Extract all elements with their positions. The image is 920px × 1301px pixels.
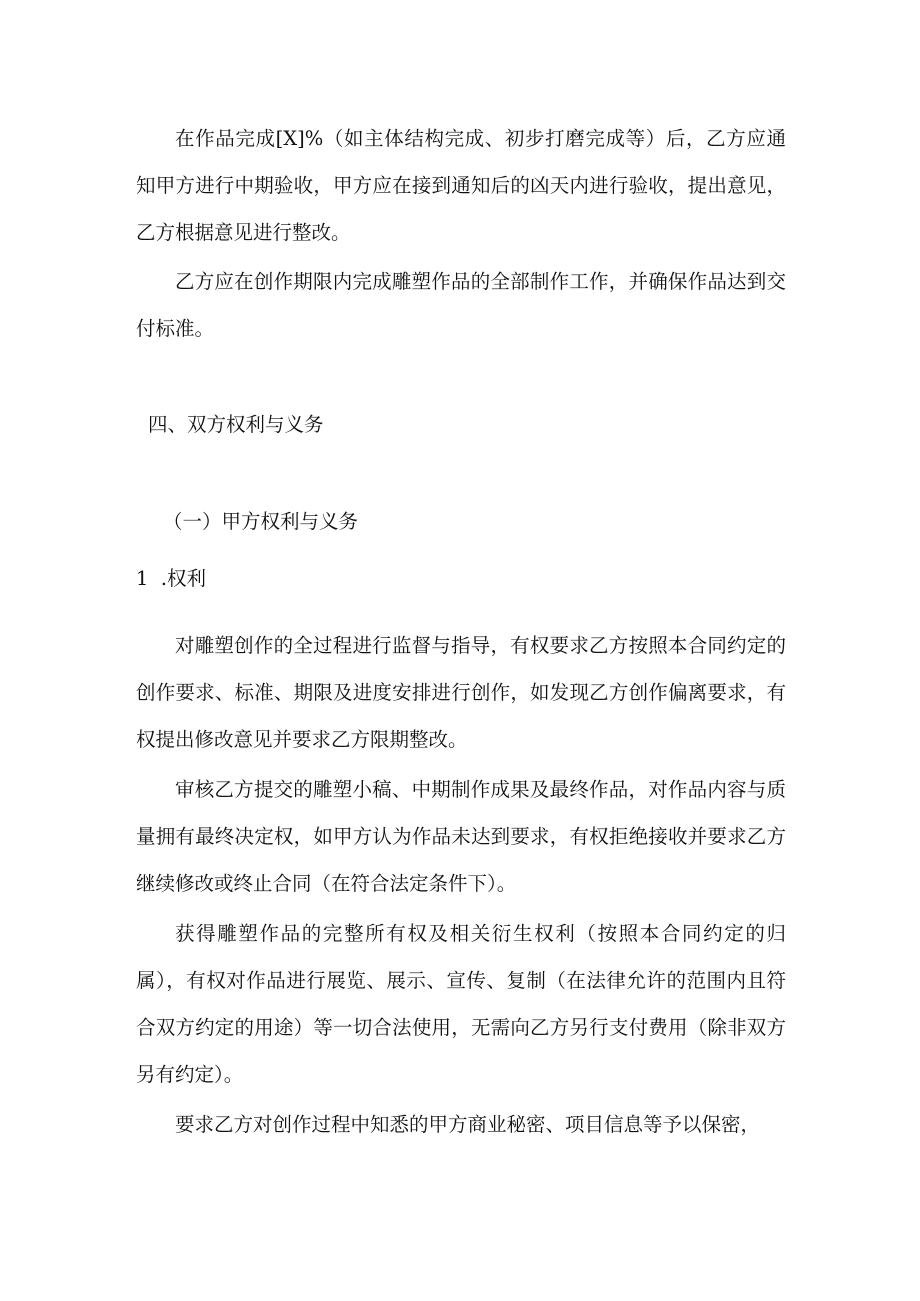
paragraph-ownership: 获得雕塑作品的完整所有权及相关衍生权利（按照本合同约定的归属），有权对作品进行展览、展示、宣传、复制（在法律允许的范围内且符合双方约定的用途）等一切合法使用，无需向乙方另行支付费用（除非双方另有约定）。 (136, 922, 786, 1086)
paragraph-supervision: 对雕塑创作的全过程进行监督与指导，有权要求乙方按照本合同约定的创作要求、标准、期限及进度安排进行创作，如发现乙方创作偏离要求，有权提出修改意见并要求乙方限期整改。 (136, 634, 786, 751)
paragraph-midterm-acceptance: 在作品完成[X]%（如主体结构完成、初步打磨完成等）后，乙方应通知甲方进行中期验收，甲方应在接到通知后的凶天内进行验收，提出意见，乙方根据意见进行整改。 (136, 127, 786, 244)
paragraph-confidentiality: 要求乙方对创作过程中知悉的甲方商业秘密、项目信息等予以保密， (175, 1113, 761, 1136)
item-heading: 1 .权利 (136, 567, 207, 590)
section-heading: 四、双方权利与义务 (148, 413, 324, 436)
subsection-heading: （一）甲方权利与义务 (163, 510, 359, 533)
paragraph-completion: 乙方应在创作期限内完成雕塑作品的全部制作工作，并确保作品达到交付标准。 (136, 270, 786, 340)
paragraph-review: 审核乙方提交的雕塑小稿、中期制作成果及最终作品，对作品内容与质量拥有最终决定权，如甲方认为作品未达到要求，有权拒绝接收并要求乙方继续修改或终止合同（在符合法定条件下）。 (136, 778, 786, 895)
